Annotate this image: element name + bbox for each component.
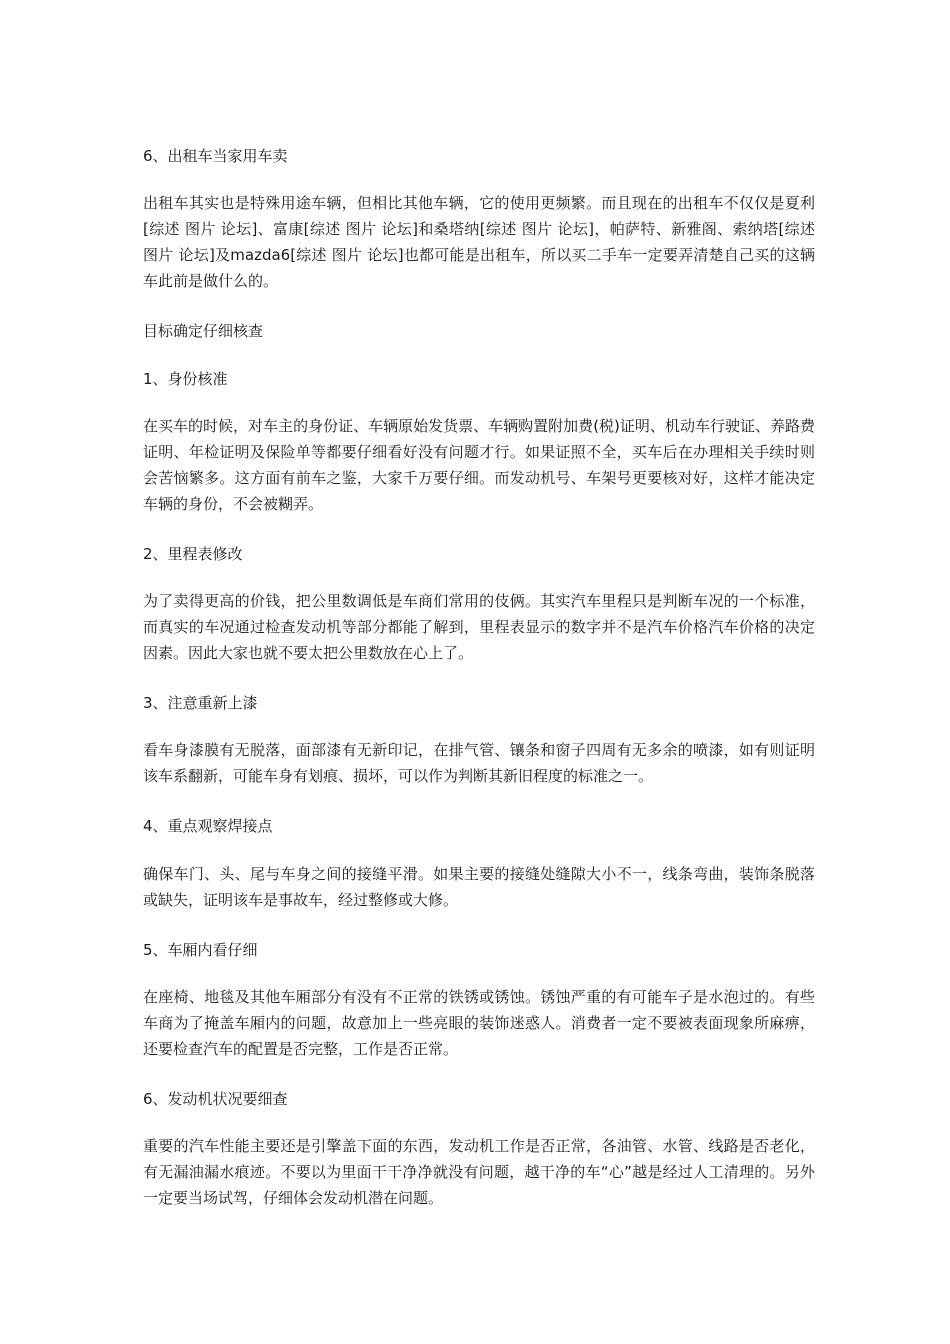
paragraph: 看车身漆膜有无脱落，面部漆有无新印记，在排气管、镶条和窗子四周有无多余的喷漆，如有则证明该车系翻新，可能车身有划痕、损坏，可以作为判断其新旧程度的标准之一。 — [143, 741, 815, 785]
section-heading: 目标确定仔细核查 — [143, 322, 264, 340]
section-heading: 3、注意重新上漆 — [143, 694, 258, 712]
paragraph: 重要的汽车性能主要还是引擎盖下面的东西，发动机工作是否正常，各油管、水管、线路是否老化，有无漏油漏水痕迹。不要以为里面干干净净就没有问题，越干净的车“心”越是经过人工清理的。另外一定要当场试驾，仔细体会发动机潜在问题。 — [143, 1137, 815, 1207]
section-heading: 4、重点观察焊接点 — [143, 817, 273, 835]
section-heading: 1、身份核准 — [143, 370, 228, 388]
section-heading: 2、里程表修改 — [143, 545, 243, 563]
paragraph: 为了卖得更高的价钱，把公里数调低是车商们常用的伎俩。其实汽车里程只是判断车况的一个标准，而真实的车况通过检查发动机等部分都能了解到，里程表显示的数字并不是汽车价格汽车价格的决定因素。因此大家也就不要太把公里数放在心上了。 — [143, 592, 815, 662]
paragraph: 出租车其实也是特殊用途车辆，但相比其他车辆，它的使用更频繁。而且现在的出租车不仅仅是夏利[综述 图片 论坛]、富康[综述 图片 论坛]和桑塔纳[综述 图片 论坛]，帕萨特、新雅阁、索纳塔[综述 图片 论坛]及mazda6[综述 图片 论坛]也都可能是出租车，所以买二手车一定要弄清楚自己买的这辆车此前是做什么的。 — [143, 194, 815, 290]
section-heading: 5、车厢内看仔细 — [143, 941, 258, 959]
paragraph: 在座椅、地毯及其他车厢部分有没有不正常的铁锈或锈蚀。锈蚀严重的有可能车子是水泡过的。有些车商为了掩盖车厢内的问题，故意加上一些亮眼的装饰迷惑人。消费者一定不要被表面现象所麻痹，还要检查汽车的配置是否完整，工作是否正常。 — [143, 988, 815, 1058]
paragraph: 确保车门、头、尾与车身之间的接缝平滑。如果主要的接缝处缝隙大小不一，线条弯曲，装饰条脱落或缺失，证明该车是事故车，经过整修或大修。 — [143, 865, 815, 909]
section-heading: 6、出租车当家用车卖 — [143, 147, 288, 165]
paragraph: 在买车的时候，对车主的身份证、车辆原始发货票、车辆购置附加费(税)证明、机动车行驶证、养路费证明、年检证明及保险单等都要仔细看好没有问题才行。如果证照不全，买车后在办理相关手续时则会苦恼繁多。这方面有前车之鉴，大家千万要仔细。而发动机号、车架号更要核对好，这样才能决定车辆的身份，不会被糊弄。 — [143, 417, 815, 513]
section-heading: 6、发动机状况要细查 — [143, 1090, 288, 1108]
